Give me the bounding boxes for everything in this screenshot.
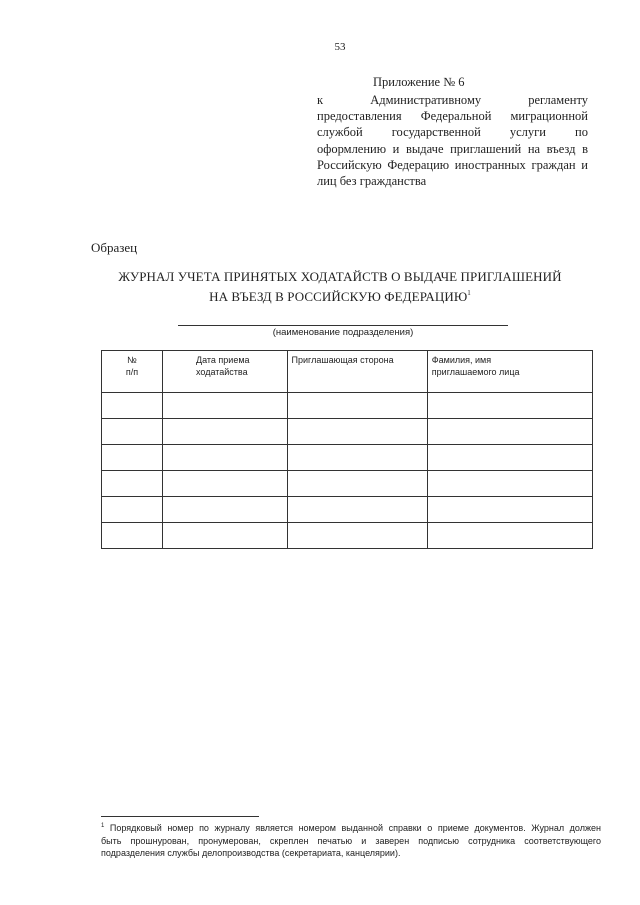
table-cell <box>162 523 287 549</box>
footnote-rule <box>101 816 259 817</box>
table-row <box>102 497 593 523</box>
table-cell <box>427 471 592 497</box>
table-cell <box>162 445 287 471</box>
footnote-line <box>101 820 601 835</box>
table-cell <box>102 523 163 549</box>
sample-label: Образец <box>91 240 138 255</box>
table-cell <box>162 419 287 445</box>
table-row <box>102 419 593 445</box>
table-cell <box>162 497 287 523</box>
table-row <box>102 523 593 549</box>
footnote-line-1-text: Порядковый номер по журналу является номером выданной справки о приеме документов. Журнал должен <box>109 823 601 833</box>
header-invitee-line-2: приглашаемого лица <box>431 367 520 377</box>
table-cell <box>287 471 427 497</box>
header-number-line-1: № <box>127 355 137 365</box>
table-cell <box>162 471 287 497</box>
table-row <box>102 471 593 497</box>
table-cell <box>427 497 592 523</box>
table-cell <box>287 497 427 523</box>
table-cell <box>287 419 427 445</box>
title-footnote-mark: 1 <box>467 289 471 297</box>
table-cell <box>102 393 163 419</box>
table-cell <box>102 497 163 523</box>
header-invitee-name <box>427 351 592 393</box>
table-row <box>102 393 593 419</box>
document-title-line-2 <box>0 285 640 305</box>
appendix-line: предоставления Федеральной миграционной <box>317 109 588 124</box>
header-number-line-2: п/п <box>125 367 139 377</box>
table-cell <box>102 419 163 445</box>
table-cell <box>427 393 592 419</box>
table-cell <box>287 445 427 471</box>
unit-name-line <box>178 325 508 326</box>
unit-name-caption: (наименование подразделения) <box>272 327 414 338</box>
table-cell <box>287 523 427 549</box>
header-date-line-1: Дата приема <box>195 355 250 365</box>
header-date <box>162 351 287 393</box>
appendix-line: лиц без гражданства <box>317 174 427 189</box>
table-cell <box>427 445 592 471</box>
appendix-line: к Административному регламенту <box>317 93 588 107</box>
header-inviting-party: Приглашающая сторона <box>287 351 427 393</box>
header-invitee-line-1: Фамилия, имя <box>431 355 492 365</box>
table-cell <box>427 523 592 549</box>
table-cell <box>102 471 163 497</box>
document-title-line-2-text: НА ВЪЕЗД В РОССИЙСКУЮ ФЕДЕРАЦИЮ <box>209 289 468 304</box>
table-cell <box>287 393 427 419</box>
table-cell <box>102 445 163 471</box>
appendix-text <box>317 92 588 189</box>
footnote <box>101 820 601 860</box>
header-date-line-2: ходатайства <box>195 367 248 377</box>
table-cell <box>427 419 592 445</box>
table-row <box>102 445 593 471</box>
journal-table <box>101 350 593 549</box>
page-number: 53 <box>334 41 346 53</box>
appendix-title: Приложение № 6 <box>373 75 465 89</box>
footnote-line: быть прошнурован, пронумерован, скреплен печатью и заверен подписью сотрудника соответствующего <box>101 835 601 846</box>
header-number <box>102 351 163 393</box>
appendix-line: оформлению и выдаче приглашений на въезд в <box>317 141 588 156</box>
table-header-row <box>102 351 593 393</box>
document-title-line-1: ЖУРНАЛ УЧЕТА ПРИНЯТЫХ ХОДАТАЙСТВ О ВЫДАЧЕ ПРИГЛАШЕНИЙ <box>118 269 562 284</box>
footnote-mark: 1 <box>101 823 105 829</box>
appendix-line: Российскую Федерацию иностранных граждан и <box>317 157 588 172</box>
appendix-line: службой государственной услуги по <box>317 125 588 140</box>
table-cell <box>162 393 287 419</box>
document-title <box>0 268 640 305</box>
footnote-line: подразделения службы делопроизводства (секретариата, канцелярии). <box>101 848 401 858</box>
